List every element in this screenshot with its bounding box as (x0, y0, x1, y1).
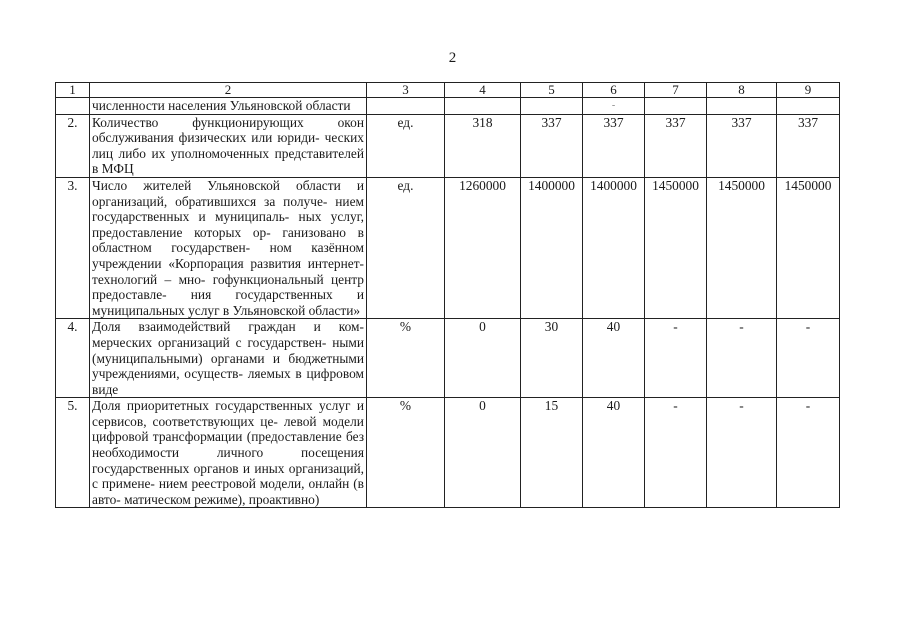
row-number: 4. (56, 319, 90, 398)
indicator-name: Количество функционирующих окон обслуживания физических или юриди- ческих лиц либо их уполномоченных представителей в МФЦ (90, 114, 367, 177)
value-cell (645, 98, 707, 115)
table-row (56, 114, 840, 177)
value-cell (707, 98, 777, 115)
indicator-name: Доля приоритетных государственных услуг и сервисов, соответствующих це- левой модели цифровой трансформации (предоставление без необходимости личного посещения государственных органов и иных организаций, с примене- нием реестровой модели, онлайн (в авто- матическом режиме), проактивно) (90, 398, 367, 508)
indicator-name: численности населения Ульяновской области (90, 98, 367, 115)
indicator-name: Доля взаимодействий граждан и ком- мерческих организаций с государствен- ными (муниципальными) органами и бюджетными учреждениями, осуществ- ляемых в цифровом виде (90, 319, 367, 398)
value-cell: 337 (777, 114, 840, 177)
value-cell: 337 (583, 114, 645, 177)
unit-cell: ед. (367, 114, 445, 177)
header-row (56, 83, 840, 98)
value-cell: 0 (445, 319, 521, 398)
col-header-3: 3 (367, 83, 445, 98)
value-cell: 318 (445, 114, 521, 177)
value-cell (777, 98, 840, 115)
value-cell: - (707, 398, 777, 508)
value-cell: 1400000 (521, 177, 583, 318)
col-header-6: 6 (583, 83, 645, 98)
table-row (56, 319, 840, 398)
col-header-2: 2 (90, 83, 367, 98)
table-row (56, 398, 840, 508)
value-cell: 337 (645, 114, 707, 177)
unit-cell: % (367, 398, 445, 508)
col-header-7: 7 (645, 83, 707, 98)
row-number (56, 98, 90, 115)
table-row (56, 177, 840, 318)
row-number: 5. (56, 398, 90, 508)
row-number: 3. (56, 177, 90, 318)
value-cell: 40 (583, 319, 645, 398)
value-cell: 15 (521, 398, 583, 508)
value-cell: - (707, 319, 777, 398)
value-cell: 0 (445, 398, 521, 508)
value-cell: 30 (521, 319, 583, 398)
value-cell: 1450000 (645, 177, 707, 318)
unit-cell: % (367, 319, 445, 398)
value-cell (445, 98, 521, 115)
col-header-1: 1 (56, 83, 90, 98)
col-header-9: 9 (777, 83, 840, 98)
col-header-5: 5 (521, 83, 583, 98)
value-cell: - (645, 319, 707, 398)
value-cell: - (583, 98, 645, 115)
indicators-table (55, 82, 840, 508)
col-header-8: 8 (707, 83, 777, 98)
value-cell: 1450000 (707, 177, 777, 318)
page-number: 2 (448, 50, 457, 66)
table-row (56, 98, 840, 115)
unit-cell: ед. (367, 177, 445, 318)
value-cell: - (777, 319, 840, 398)
value-cell: 337 (707, 114, 777, 177)
value-cell: - (645, 398, 707, 508)
indicator-name: Число жителей Ульяновской области и организаций, обратившихся за получе- нием государственных и муниципаль- ных услуг, предоставление которых ор- ганизовано в областном государствен- ном казённом учреждении «Корпорация развития интернет-технологий – мно- гофункциональный центр предоставле- ния государственных и муниципальных услуг в Ульяновской области» (90, 177, 367, 318)
value-cell: - (777, 398, 840, 508)
value-cell (521, 98, 583, 115)
value-cell: 337 (521, 114, 583, 177)
unit-cell (367, 98, 445, 115)
value-cell: 40 (583, 398, 645, 508)
value-cell: 1450000 (777, 177, 840, 318)
value-cell: 1400000 (583, 177, 645, 318)
row-number: 2. (56, 114, 90, 177)
col-header-4: 4 (445, 83, 521, 98)
value-cell: 1260000 (445, 177, 521, 318)
